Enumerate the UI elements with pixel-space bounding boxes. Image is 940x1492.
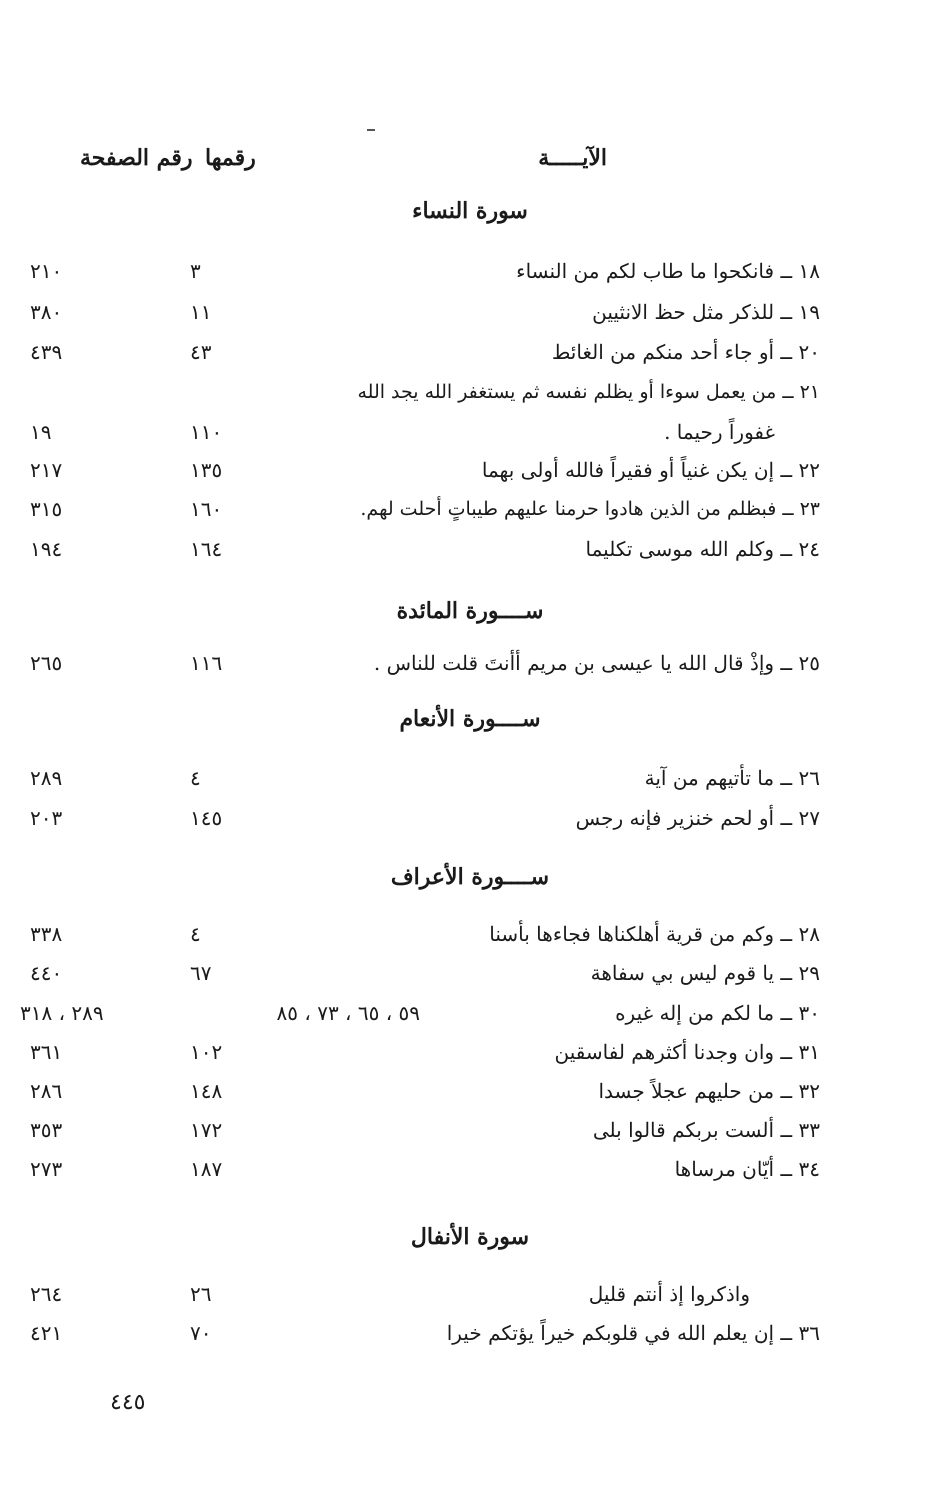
- table-row: [0, 414, 940, 450]
- page-number: ٢٨٩: [30, 766, 63, 790]
- page-number: ٤٤٠: [30, 961, 63, 985]
- verse-number: ١٤٥: [190, 806, 223, 830]
- table-row: [0, 1034, 940, 1070]
- verse-number: ١٠٢: [190, 1040, 223, 1064]
- page-number: ٤٣٩: [30, 340, 63, 364]
- verse-number: ٤: [190, 922, 201, 946]
- verse-number: ١٧٢: [190, 1118, 223, 1142]
- verse-text: ٣١ ــ وان وجدنا أكثرهم لفاسقين: [554, 1040, 820, 1064]
- verse-number: ١١٠: [190, 420, 223, 444]
- verse-text: ٣٤ ــ أيّان مرساها: [674, 1157, 820, 1181]
- table-row: [0, 955, 940, 991]
- verse-text: ٢٣ ــ فبظلم من الذين هادوا حرمنا عليهم طيباتٍ أحلت لهم.: [360, 498, 820, 520]
- page-number: ٣٣٨: [30, 922, 63, 946]
- verse-text: ٣٠ ــ ما لكم من إله غيره: [615, 1001, 820, 1025]
- verse-text: غفوراً رحيما .: [664, 420, 775, 444]
- verse-text: ٣٢ ــ من حليهم عجلاً جسدا: [598, 1079, 820, 1103]
- page-number: ٢٨٦: [30, 1079, 63, 1103]
- table-row: [0, 334, 940, 370]
- table-row: [0, 374, 940, 410]
- header-page-column: رقم الصفحة: [80, 145, 193, 171]
- page-number: ٢٦٤: [30, 1282, 63, 1306]
- table-row: [0, 995, 940, 1031]
- page-number: ١٩٤: [30, 537, 63, 561]
- verse-number: ١٣٥: [190, 458, 223, 482]
- surah-title-nisa: سورة النساء: [412, 198, 528, 224]
- page-number: ٢١٠: [30, 259, 63, 283]
- verse-text: ٢٨ ــ وكم من قرية أهلكناها فجاءها بأسنا: [489, 922, 820, 946]
- verse-number: ٤: [190, 766, 201, 790]
- surah-title-maida: ســــورة المائدة: [396, 598, 544, 624]
- table-row: [0, 916, 940, 952]
- page-number: ٢٧٣: [30, 1157, 63, 1181]
- verse-text: ٢٥ ــ وإذْ قال الله يا عيسى بن مريم أأنتَ قلت للناس .: [373, 651, 820, 675]
- page-number: ٢٠٣: [30, 806, 63, 830]
- table-row: [0, 645, 940, 681]
- verse-number: ٦٧: [190, 961, 212, 985]
- footer-page-number: ٤٤٥: [110, 1390, 146, 1415]
- page-number: ٢٦٥: [30, 651, 63, 675]
- table-row: [0, 760, 940, 796]
- page-number: ١٩: [30, 420, 52, 444]
- header-verse-column: الآيـــــة: [538, 145, 607, 171]
- surah-title-araf: ســــورة الأعراف: [390, 864, 550, 890]
- table-row: [0, 800, 940, 836]
- scan-mark-top: [367, 129, 375, 131]
- table-row: [0, 1276, 940, 1312]
- verse-text: ١٨ ــ فانكحوا ما طاب لكم من النساء: [516, 259, 820, 283]
- verse-number: ٣: [190, 259, 201, 283]
- verse-text: ٣٣ ــ ألست بربكم قالوا بلى: [592, 1118, 820, 1142]
- verse-number: ٥٩ ، ٦٥ ، ٧٣ ، ٨٥: [276, 1001, 420, 1025]
- verse-number: ١٦٠: [190, 497, 223, 521]
- verse-number: ١١: [190, 300, 212, 324]
- verse-text: واذكروا إذ أنتم قليل: [588, 1282, 750, 1306]
- verse-number: ١١٦: [190, 651, 223, 675]
- table-row: [0, 253, 940, 289]
- verse-text: ٢١ ــ من يعمل سوءا أو يظلم نفسه ثم يستغفر الله يجد الله: [357, 381, 820, 403]
- table-row: [0, 1112, 940, 1148]
- header-number-column: رقمها: [205, 145, 256, 171]
- verse-number: ١٦٤: [190, 537, 223, 561]
- verse-text: ٢٦ ــ ما تأتيهم من آية: [644, 766, 820, 790]
- page-number: ٣٨٠: [30, 300, 63, 324]
- verse-number: ٧٠: [190, 1321, 212, 1345]
- table-row: [0, 452, 940, 488]
- page-number: ٢٨٩ ، ٣١٨: [20, 1001, 104, 1025]
- page-number: ٢١٧: [30, 458, 63, 482]
- page-number: ٣٥٣: [30, 1118, 63, 1142]
- page-number: ٣٦١: [30, 1040, 63, 1064]
- surah-title-anfal: سورة الأنفال: [410, 1224, 530, 1250]
- verse-text: ٢٧ ــ أو لحم خنزير فإنه رجس: [575, 806, 820, 830]
- verse-text: ١٩ ــ للذكر مثل حظ الانثيين: [592, 300, 820, 324]
- verse-number: ١٨٧: [190, 1157, 223, 1181]
- page-number: ٣١٥: [30, 497, 63, 521]
- table-row: [0, 1151, 940, 1187]
- verse-text: ٢٩ ــ يا قوم ليس بي سفاهة: [590, 961, 820, 985]
- table-row: [0, 294, 940, 330]
- table-row: [0, 1073, 940, 1109]
- verse-number: ٢٦: [190, 1282, 212, 1306]
- table-row: [0, 491, 940, 527]
- verse-number: ١٤٨: [190, 1079, 223, 1103]
- verse-text: ٢٢ ــ إن يكن غنياً أو فقيراً فالله أولى بهما: [481, 458, 820, 482]
- verse-text: ٣٦ ــ إن يعلم الله في قلوبكم خيراً يؤتكم خيرا: [446, 1321, 820, 1345]
- verse-text: ٢٠ ــ أو جاء أحد منكم من الغائط: [551, 340, 820, 364]
- verse-number: ٤٣: [190, 340, 212, 364]
- table-row: [0, 1315, 940, 1351]
- table-row: [0, 531, 940, 567]
- surah-title-anam: ســــورة الأنعام: [399, 706, 541, 732]
- page-number: ٤٢١: [30, 1321, 63, 1345]
- verse-text: ٢٤ ــ وكلم الله موسى تكليما: [585, 537, 820, 561]
